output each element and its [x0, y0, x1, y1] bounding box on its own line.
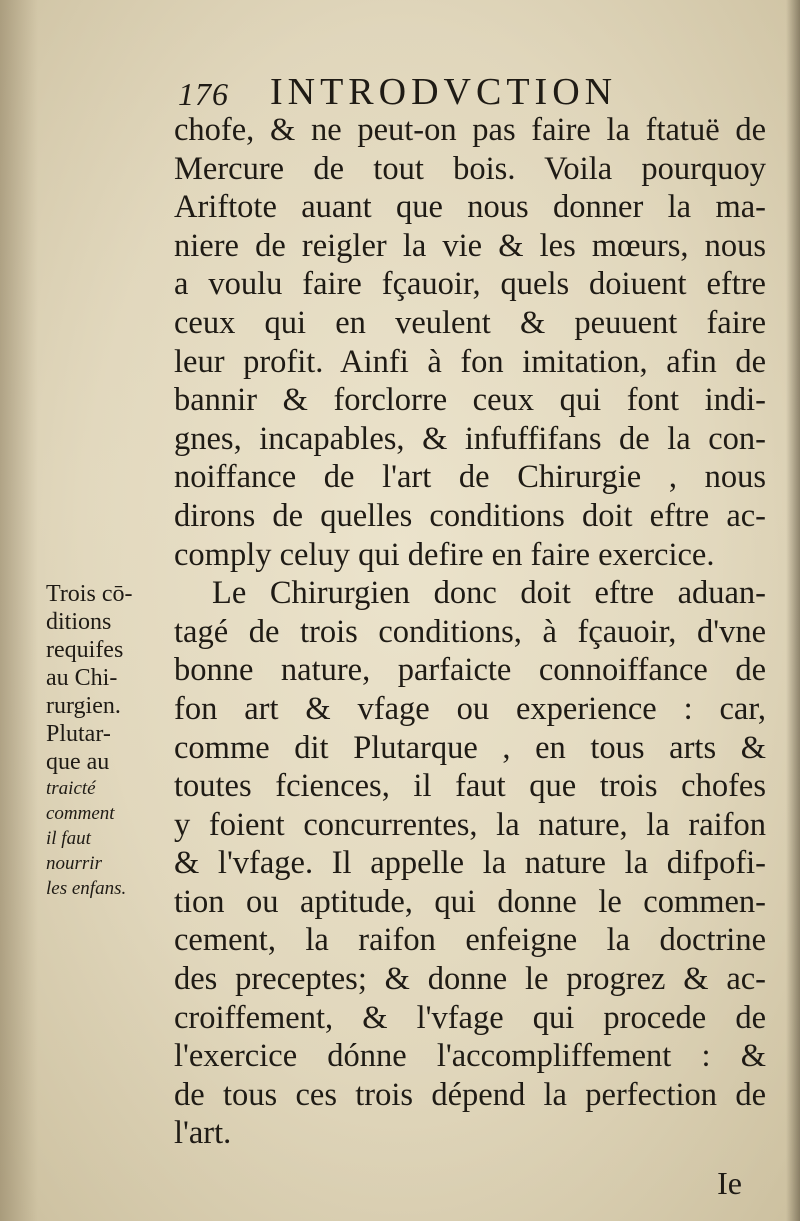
- text-line: toutes fciences, il faut que trois chofes: [174, 768, 766, 805]
- margin-note-line: rurgien.: [46, 693, 121, 719]
- margin-note-line: au Chi-: [46, 665, 118, 691]
- text-line: bonne nature, parfaicte connoiffance de: [174, 652, 766, 689]
- margin-note-line: requifes: [46, 637, 124, 663]
- text-line: ceux qui en veulent & peuuent faire: [174, 304, 766, 341]
- text-line: comme dit Plutarque , en tous arts &: [174, 729, 766, 766]
- text-line: l'art.: [174, 1115, 232, 1152]
- text-line: & l'vfage. Il appelle la nature la difpofi-: [174, 845, 766, 882]
- catchword: Ie: [717, 1165, 742, 1201]
- margin-note-line: ditions: [46, 609, 112, 635]
- text-line: cement, la raifon enfeigne la doctrine: [174, 922, 766, 959]
- text-line: l'exercice dónne l'accompliffement : &: [174, 1038, 766, 1075]
- text-line: fon art & vfage ou experience : car,: [174, 690, 766, 727]
- margin-note-line: Plutar-: [46, 721, 111, 747]
- text-line: comply celuy qui defire en faire exercice.: [174, 536, 715, 573]
- text-line: croiffement, & l'vfage qui procede de: [174, 999, 766, 1036]
- text-line: dirons de quelles conditions doit eftre ac-: [174, 497, 766, 534]
- text-line: Le Chirurgien donc doit eftre aduan-: [212, 575, 766, 612]
- text-line: des preceptes; & donne le progrez & ac-: [174, 961, 766, 998]
- margin-note-line: il faut: [46, 828, 91, 849]
- text-line: de tous ces trois dépend la perfection de: [174, 1076, 766, 1113]
- margin-note-line: comment: [46, 803, 115, 824]
- margin-note-line: les enfans.: [46, 878, 127, 899]
- text-line: tagé de trois conditions, à fçauoir, d'vne: [174, 613, 766, 650]
- text-line: niere de reigler la vie & les mœurs, nous: [174, 227, 766, 264]
- text-line: y foient concurrentes, la nature, la raifon: [174, 806, 766, 843]
- margin-note-line: nourrir: [46, 853, 102, 874]
- margin-note-line: traicté: [46, 778, 96, 799]
- margin-note-line: que au: [46, 749, 110, 775]
- text-line: leur profit. Ainfi à fon imitation, afin de: [174, 343, 766, 380]
- text-line: bannir & forclorre ceux qui font indi-: [174, 382, 766, 419]
- text-line: noiffance de l'art de Chirurgie , nous: [174, 459, 766, 496]
- running-title: INTRODVCTION: [270, 71, 618, 113]
- text-line: tion ou aptitude, qui donne le commen-: [174, 883, 766, 920]
- text-line: Ariftote auant que nous donner la ma-: [174, 189, 766, 226]
- page-number: 176: [178, 76, 229, 112]
- text-line: Mercure de tout bois. Voila pourquoy: [174, 150, 766, 187]
- text-line: gnes, incapables, & infuffifans de la con-: [174, 420, 766, 457]
- text-line: chofe, & ne peut-on pas faire la ftatuë de: [174, 112, 766, 148]
- margin-note-line: Trois cō-: [46, 581, 133, 607]
- margin-note: [46, 580, 174, 901]
- main-text-block: [174, 111, 766, 1153]
- text-line: a voulu faire fçauoir, quels doiuent eftre: [174, 266, 766, 303]
